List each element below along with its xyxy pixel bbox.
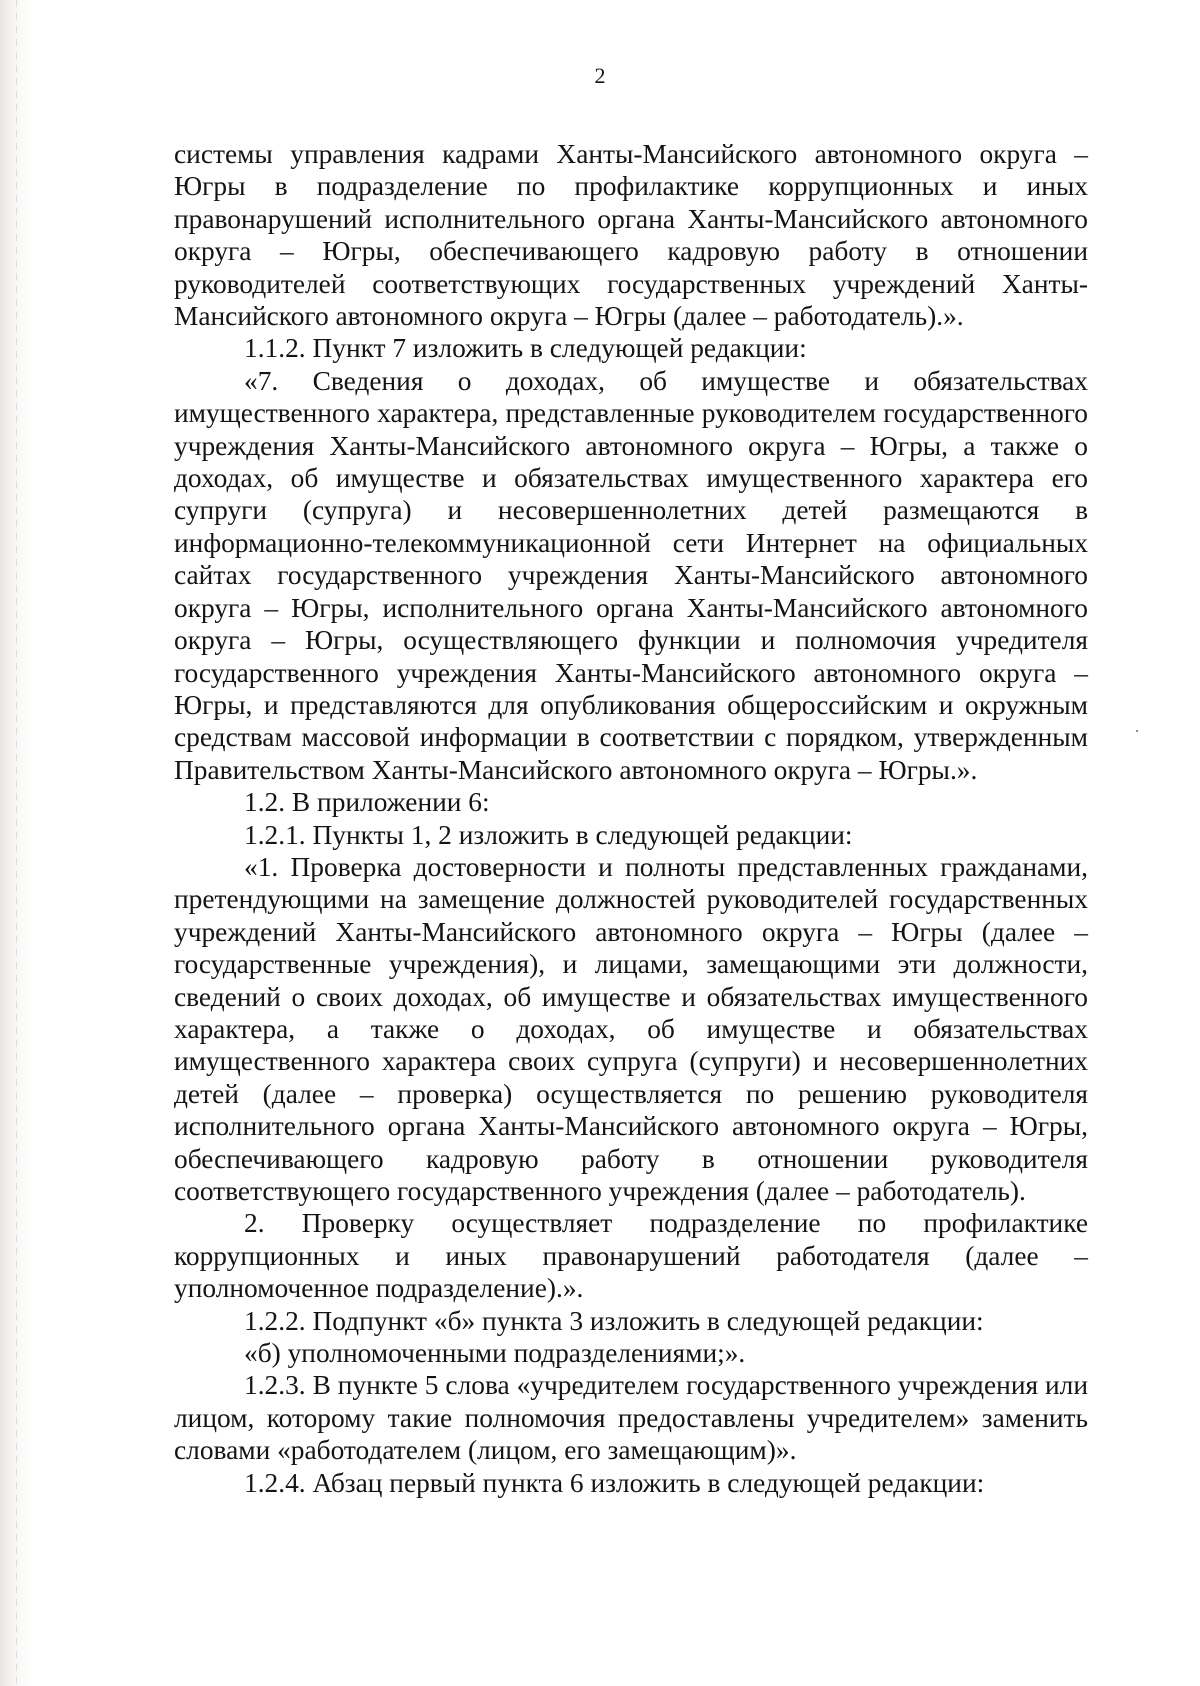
paragraph-subpoint-b: «б) уполномоченными подразделениями;». (244, 1338, 746, 1369)
scan-shadow-edge (0, 0, 34, 1686)
scan-binding-line (16, 0, 17, 1686)
scan-speck (1136, 730, 1138, 732)
paragraph-1-2-4: 1.2.4. Абзац первый пункта 6 изложить в следующей редакции: (244, 1467, 985, 1498)
paragraph-1-1-2: 1.1.2. Пункт 7 изложить в следующей редакции: (244, 333, 807, 364)
paragraph-point-7: «7. Сведения о доходах, об имуществе и обязательствах имущественного характера, представленные руководителем государственного учреждения Ханты-Мансийского автономного округа – Югры, а также о доходах, об имуществе и обязательствах имущественного характера его супруги (супруга) и несовершеннолетних детей размещаются в информационно-телекоммуникационной сети Интернет на официальных сайтах государственного учреждения Ханты-Мансийского автономного округа – Югры, исполнительного органа Ханты-Мансийского автономного округа – Югры, осуществляющего функции и полномочия учредителя государственного учреждения Ханты-Мансийского автономного округа – Югры, и представляются для опубликования общероссийским и окружным средствам массовой информации в соответствии с порядком, утвержденным Правительством Ханты-Мансийского автономного округа – Югры.». (174, 365, 1088, 785)
page-number: 2 (594, 63, 606, 88)
paragraph-1-2-2: 1.2.2. Подпункт «б» пункта 3 изложить в следующей редакции: (244, 1305, 984, 1336)
document-body (174, 138, 1088, 1499)
paragraph-1-2: 1.2. В приложении 6: (244, 787, 490, 818)
paragraph-continuation: системы управления кадрами Ханты-Мансийского автономного округа – Югры в подразделение по профилактике коррупционных и иных правонарушений исполнительного органа Ханты-Мансийского автономного округа – Югры, обеспечивающего кадровую работу в отношении руководителей соответствующих государственных учреждений Ханты-Мансийского автономного округа – Югры (далее – работодатель).». (174, 139, 1088, 332)
paragraph-point-2: 2. Проверку осуществляет подразделение по профилактике коррупционных и иных правонарушений работодателя (далее – уполномоченное подразделение).». (174, 1208, 1088, 1304)
paragraph-1-2-3: 1.2.3. В пункте 5 слова «учредителем государственного учреждения или лицом, которому такие полномочия предоставлены учредителем» заменить словами «работодателем (лицом, его замещающим)». (174, 1370, 1088, 1466)
paragraph-point-1: «1. Проверка достоверности и полноты представленных гражданами, претендующими на замещение должностей руководителей государственных учреждений Ханты-Мансийского автономного округа – Югры (далее – государственные учреждения), и лицами, замещающими эти должности, сведений о своих доходах, об имуществе и обязательствах имущественного характера, а также о доходах, об имуществе и обязательствах имущественного характера своих супруга (супруги) и несовершеннолетних детей (далее – проверка) осуществляется по решению руководителя исполнительного органа Ханты-Мансийского автономного округа – Югры, обеспечивающего кадровую работу в отношении руководителя соответствующего государственного учреждения (далее – работодатель). (174, 851, 1088, 1206)
paragraph-1-2-1: 1.2.1. Пункты 1, 2 изложить в следующей редакции: (244, 819, 853, 850)
